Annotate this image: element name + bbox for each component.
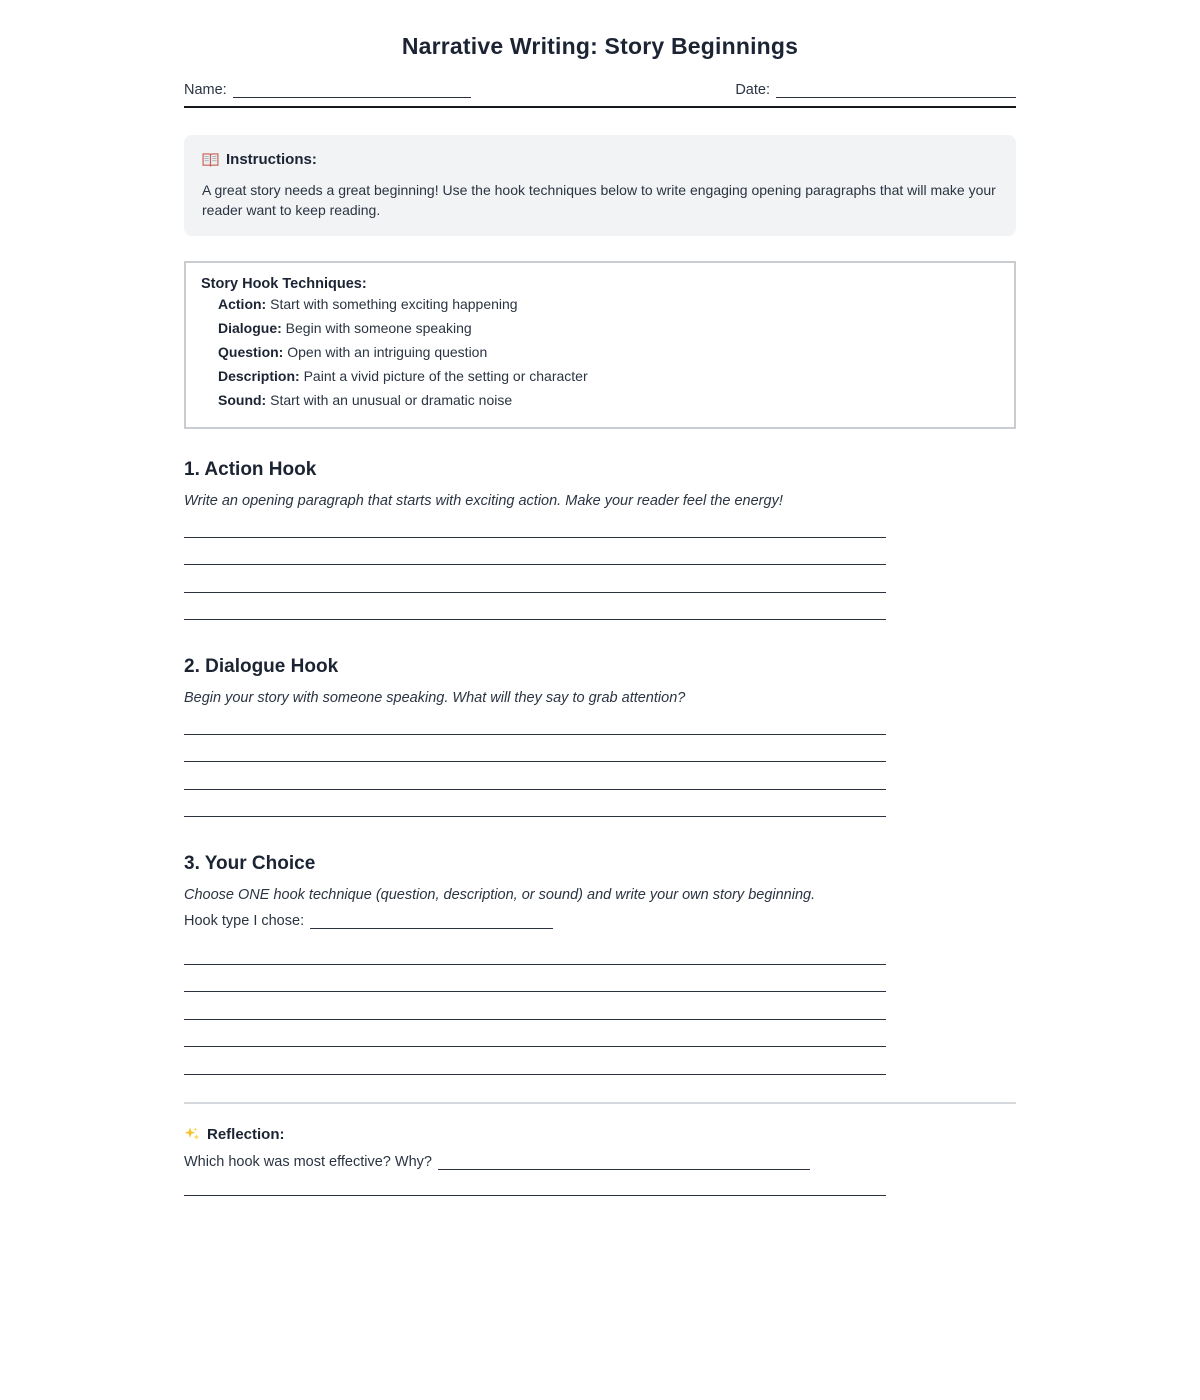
technique-label: Question:: [218, 344, 288, 360]
writing-line: [184, 965, 886, 993]
technique-text: Paint a vivid picture of the setting or character: [303, 368, 588, 384]
technique-item-dialogue: [218, 316, 999, 340]
instructions-body: A great story needs a great beginning! Use the hook techniques below to write engaging opening paragraphs that will make your reader want to keep reading.: [202, 182, 996, 218]
instructions-box: [184, 135, 1016, 236]
reflection-extra-line: [184, 1170, 886, 1196]
section-your-choice: [184, 853, 1016, 1075]
date-label: Date:: [735, 82, 770, 98]
hook-type-blank-line: [310, 915, 553, 929]
techniques-box: [184, 261, 1016, 429]
writing-line: [184, 735, 886, 763]
section-action-hook: [184, 459, 1016, 620]
technique-label: Description:: [218, 368, 304, 384]
section-dialogue-hook: [184, 656, 1016, 817]
worksheet-page: [184, 0, 1016, 1196]
writing-lines: [184, 510, 886, 620]
reflection-blank-line: [438, 1156, 810, 1170]
writing-line: [184, 992, 886, 1020]
technique-label: Dialogue:: [218, 320, 286, 336]
writing-line: [184, 565, 886, 593]
reflection-divider: [184, 1102, 1016, 1104]
name-label: Name:: [184, 82, 227, 98]
technique-item-description: [218, 364, 999, 388]
writing-line: [184, 593, 886, 621]
name-field: [184, 82, 471, 98]
writing-line: [184, 510, 886, 538]
writing-line: [184, 762, 886, 790]
name-date-row: [184, 82, 1016, 98]
techniques-heading: Story Hook Techniques:: [201, 276, 367, 292]
writing-lines: [184, 707, 886, 817]
name-blank-line: [233, 84, 471, 98]
technique-label: Sound:: [218, 392, 271, 408]
reflection-section: [184, 1126, 1016, 1196]
instructions-heading: Instructions:: [226, 151, 317, 168]
technique-text: Start with an unusual or dramatic noise: [270, 392, 513, 408]
section-prompt: Begin your story with someone speaking. What will they say to grab attention?: [184, 690, 686, 706]
section-heading: 2. Dialogue Hook: [184, 656, 339, 677]
writing-lines: [184, 937, 886, 1075]
technique-item-question: [218, 340, 999, 364]
hook-type-label: Hook type I chose:: [184, 913, 305, 929]
technique-text: Begin with someone speaking: [285, 320, 472, 336]
date-field: [735, 82, 1016, 98]
writing-line: [184, 790, 886, 818]
writing-line: [184, 538, 886, 566]
open-book-icon: [202, 152, 219, 168]
sparkles-icon: [184, 1126, 200, 1142]
technique-item-action: [218, 292, 999, 316]
writing-line: [184, 1047, 886, 1075]
technique-text: Start with something exciting happening: [270, 296, 518, 312]
section-prompt: Choose ONE hook technique (question, description, or sound) and write your own story beginning.: [184, 887, 816, 903]
reflection-question: Which hook was most effective? Why?: [184, 1153, 432, 1170]
section-prompt: Write an opening paragraph that starts with exciting action. Make your reader feel the energy!: [184, 493, 783, 509]
page-title: Narrative Writing: Story Beginnings: [401, 33, 799, 59]
header-divider: [184, 106, 1016, 108]
technique-label: Action:: [218, 296, 271, 312]
technique-text: Open with an intriguing question: [287, 344, 488, 360]
reflection-heading: Reflection:: [207, 1125, 285, 1143]
writing-line: [184, 707, 886, 735]
reflection-question-field: [184, 1154, 1016, 1170]
writing-line: [184, 937, 886, 965]
section-heading: 1. Action Hook: [184, 459, 317, 480]
hook-type-field: [184, 913, 1016, 929]
instructions-heading-row: [202, 151, 998, 168]
reflection-heading-row: [184, 1126, 1016, 1143]
technique-item-sound: [218, 388, 999, 412]
date-blank-line: [776, 84, 1016, 98]
writing-line: [184, 1020, 886, 1048]
section-heading: 3. Your Choice: [184, 853, 316, 874]
